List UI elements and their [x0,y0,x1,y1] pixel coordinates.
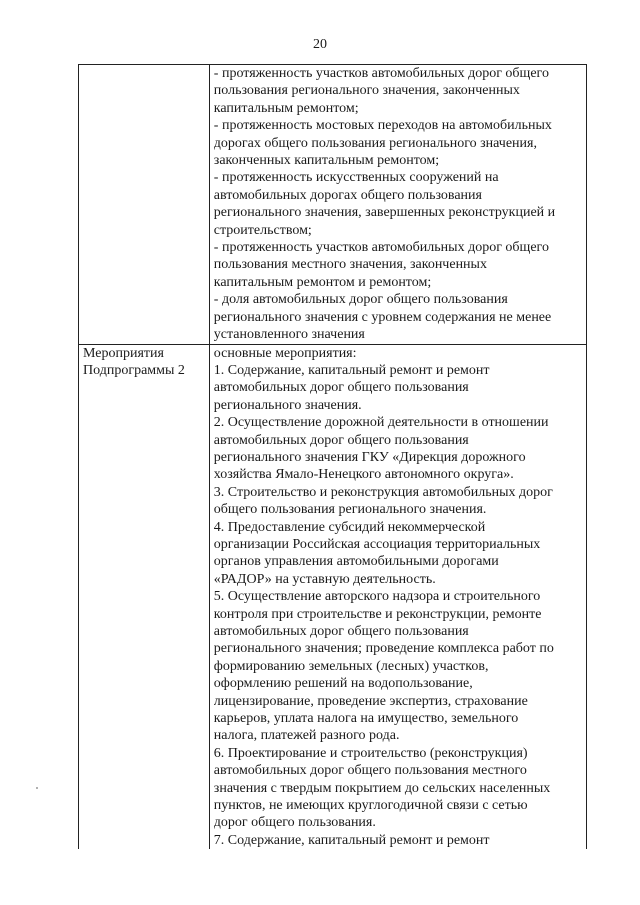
content-line: капитальным ремонтом; [213,100,359,116]
content-line: 6. Проектирование и строительство (реконструкция) [213,745,528,761]
content-line: автомобильных дорог общего пользования местного [213,763,527,779]
content-line: 7. Содержание, капитальный ремонт и ремонт [213,832,490,848]
content-line: хозяйства Ямало-Ненецкого автономного округа». [213,467,514,483]
table-row [79,65,587,345]
content-line: регионального значения, завершенных реконструкцией и [213,205,556,221]
content-line: - протяженность мостовых переходов на автомобильных [213,118,552,134]
content-line: лицензирование, проведение экспертиз, страхование [213,693,528,709]
program-table [78,64,587,849]
content-line: установленного значения [213,327,365,343]
content-line: формированию земельных (лесных) участков, [213,658,489,674]
content-line: 4. Предоставление субсидий некоммерческой [213,519,486,535]
content-line: основные мероприятия: [213,345,357,361]
row-label-line: Подпрограммы 2 [83,362,185,378]
content-line: контроля при строительстве и реконструкции, ремонте [213,606,542,622]
scan-speck [36,787,38,789]
content-line: регионального значения. [213,397,362,413]
content-line: значения с твердым покрытием до сельских населенных [213,780,551,796]
content-line: пользования регионального значения, законченных [213,83,520,99]
content-line: пунктов, не имеющих круглогодичной связи с сетью [213,798,528,814]
content-line: автомобильных дорог общего пользования [213,432,469,448]
indicators-cell [209,65,586,345]
content-line: 1. Содержание, капитальный ремонт и ремонт [213,362,490,378]
content-line: пользования местного значения, законченных [213,257,487,273]
content-line: 3. Строительство и реконструкция автомобильных дорог [213,484,553,500]
content-line: организации Российская ассоциация территориальных [213,536,541,552]
content-line: - доля автомобильных дорог общего пользования [213,292,508,308]
content-line: - протяженность участков автомобильных дорог общего [213,66,549,81]
content-line: автомобильных дорог общего пользования [213,624,469,639]
row-label-cell [79,344,210,849]
table-row [79,344,587,849]
content-line: автомобильных дорогах общего пользования [213,187,482,203]
content-line: 5. Осуществление авторского надзора и строительного [213,589,541,605]
content-line: регионального значения ГКУ «Дирекция дорожного [213,449,526,465]
content-line: - протяженность участков автомобильных дорог общего [213,240,549,256]
content-line: законченных капитальным ремонтом; [213,153,440,169]
content-line: автомобильных дорог общего пользования [213,380,469,396]
content-line: дорогах общего пользования регионального значения, [213,135,537,151]
content-line: строительством; [213,222,312,238]
content-line: - протяженность искусственных сооружений на [213,170,499,186]
content-line: общего пользования регионального значения. [213,502,487,518]
content-line: регионального значения; проведение комплекса работ по [213,641,554,657]
row-label-line: Мероприятия [83,345,164,361]
content-line: 2. Осуществление дорожной деятельности в отношении [213,415,549,431]
content-line: капитальным ремонтом и ремонтом; [213,274,432,290]
content-line: оформлению решений на водопользование, [213,676,473,692]
content-line: дорог общего пользования. [213,815,376,831]
row-label-cell [79,65,210,345]
content-line: регионального значения с уровнем содержания не менее [213,309,552,325]
page-number: 20 [313,37,327,52]
activities-cell [209,344,586,849]
content-line: карьеров, уплата налога на имущество, земельного [213,711,519,727]
content-line: органов управления автомобильными дорогами [213,554,499,570]
content-line: налога, платежей разного рода. [213,728,400,744]
content-line: «РАДОР» на уставную деятельность. [213,571,436,587]
